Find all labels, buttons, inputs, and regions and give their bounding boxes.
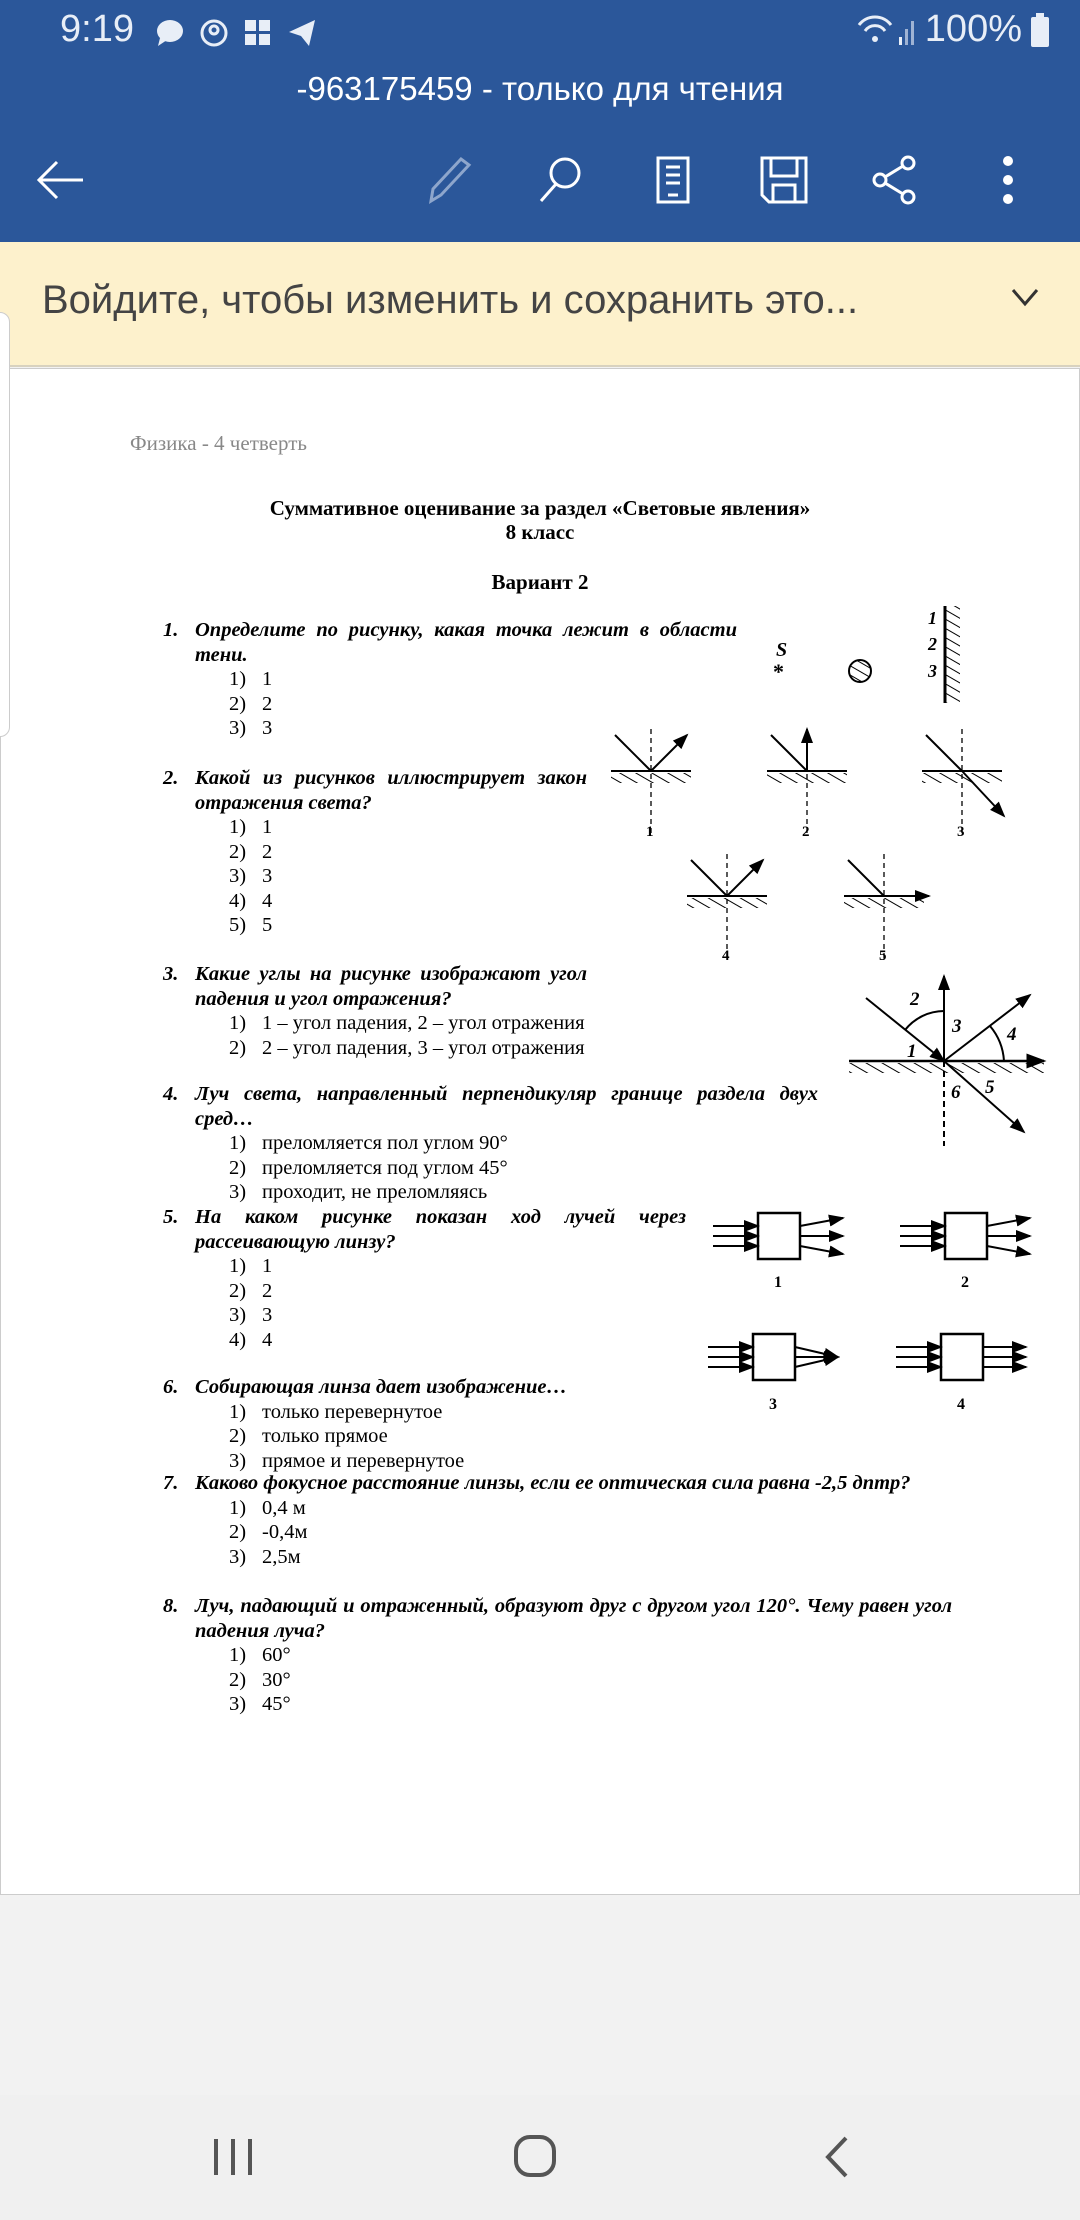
question-number: 2. xyxy=(163,767,179,789)
option-number: 2) xyxy=(229,1425,247,1447)
question-number: 1. xyxy=(163,619,179,641)
figure-lenses xyxy=(708,1213,1030,1413)
angle-1-label: 1 xyxy=(907,1041,917,1062)
option-number: 4) xyxy=(229,889,247,912)
question-number: 6. xyxy=(163,1376,179,1398)
option-text: 4 xyxy=(262,889,273,912)
doc-grade: 8 класс xyxy=(505,520,575,544)
option-text: 2 xyxy=(262,840,273,863)
option-text: 45° xyxy=(262,1693,291,1715)
option-number: 3) xyxy=(229,1545,247,1568)
option-text: 1 xyxy=(262,816,273,838)
option-number: 5) xyxy=(229,914,247,936)
option-text: 1 xyxy=(262,1255,273,1277)
option-text: 60° xyxy=(262,1644,291,1666)
recent-apps-button[interactable] xyxy=(210,2135,256,2184)
option-text: 2 xyxy=(262,692,273,715)
question-text: На каком рисунке показан ход лучей через рассеивающую линзу? xyxy=(195,1206,686,1253)
back-nav-button[interactable] xyxy=(822,2135,852,2184)
star-source: * xyxy=(773,659,784,684)
option-number: 3) xyxy=(229,1693,247,1715)
option-number: 1) xyxy=(229,668,247,690)
option-text: 3 xyxy=(262,865,273,887)
question-number: 4. xyxy=(163,1083,179,1105)
option-number: 1) xyxy=(229,1644,247,1666)
option-number: 3) xyxy=(229,1304,247,1326)
option-number: 1) xyxy=(229,1255,247,1277)
option-text: 4 xyxy=(262,1328,273,1351)
angle-2-label: 2 xyxy=(910,989,920,1010)
question-text: Определите по рисунку, какая точка лежит в области тени. xyxy=(195,619,737,666)
recent-apps-icon xyxy=(210,2135,256,2179)
reflection-diagram-5 xyxy=(844,854,929,964)
reflection-diagram-1 xyxy=(611,729,691,840)
lens-diagram-3 xyxy=(708,1334,838,1413)
option-number: 1) xyxy=(229,1012,247,1034)
question-text: Какие углы на рисунке изображают угол падения и угол отражения? xyxy=(195,963,587,1010)
question-text: Луч света, направленный перпендикуляр границе раздела двух сред… xyxy=(195,1083,818,1130)
page-header: Физика - 4 четверть xyxy=(130,431,307,455)
diagram-label: 4 xyxy=(722,948,730,964)
option-number: 2) xyxy=(229,1668,247,1691)
option-text: 30° xyxy=(262,1668,291,1691)
option-text: 2,5м xyxy=(262,1545,301,1568)
option-text: 5 xyxy=(262,914,273,936)
point-1-label: 1 xyxy=(928,608,937,628)
reflection-diagram-4 xyxy=(687,854,767,964)
doc-variant: Вариант 2 xyxy=(491,570,589,594)
figure-shadow xyxy=(773,606,960,703)
option-number: 2) xyxy=(229,1156,247,1179)
option-number: 3) xyxy=(229,865,247,887)
option-number: 2) xyxy=(229,1036,247,1059)
option-number: 1) xyxy=(229,1132,247,1154)
battery-percent: 100% xyxy=(924,8,1022,50)
option-number: 2) xyxy=(229,1279,247,1302)
question-number: 5. xyxy=(163,1206,179,1228)
option-text: преломляется под углом 45° xyxy=(262,1156,508,1179)
angle-5-label: 5 xyxy=(985,1077,995,1098)
source-label: S xyxy=(776,639,788,661)
lens-diagram-1 xyxy=(713,1213,843,1291)
option-number: 3) xyxy=(229,1449,247,1472)
reflection-diagram-2 xyxy=(767,729,847,840)
option-text: -0,4м xyxy=(262,1521,308,1543)
question-text: Луч, падающий и отраженный, образуют друг с другом угол 120°. Чему равен угол падения луча? xyxy=(195,1595,952,1642)
diagram-label: 2 xyxy=(802,824,810,840)
option-number: 1) xyxy=(229,1400,247,1423)
lens-label: 4 xyxy=(957,1396,965,1413)
screen-hatch xyxy=(946,606,960,703)
lens-label: 1 xyxy=(774,1274,782,1291)
option-text: прямое и перевернутое xyxy=(262,1449,465,1472)
lens-diagram-2 xyxy=(900,1213,1030,1291)
option-number: 2) xyxy=(229,1521,247,1543)
question-number: 7. xyxy=(163,1472,179,1494)
option-number: 3) xyxy=(229,717,247,739)
angle-4-label: 4 xyxy=(1007,1024,1017,1045)
option-text: 0,4 м xyxy=(262,1496,306,1519)
option-number: 4) xyxy=(229,1328,247,1351)
question-text: Какой из рисунков иллюстрирует закон отражения света? xyxy=(195,767,587,814)
obstacle xyxy=(849,660,871,682)
lens-label: 2 xyxy=(961,1274,969,1291)
option-number: 2) xyxy=(229,840,247,863)
option-text: 2 – угол падения, 3 – угол отражения xyxy=(262,1036,585,1059)
point-3-label: 3 xyxy=(928,661,937,681)
home-icon xyxy=(512,2133,558,2179)
option-text: 3 xyxy=(262,1304,273,1326)
lens-diagram-4 xyxy=(896,1334,1026,1413)
diagram-label: 1 xyxy=(646,824,654,840)
question-number: 8. xyxy=(163,1595,179,1617)
point-2-label: 2 xyxy=(928,634,937,654)
option-text: преломляется пол углом 90° xyxy=(262,1132,508,1154)
option-text: 1 – угол падения, 2 – угол отражения xyxy=(262,1012,585,1034)
option-text: проходит, не преломляясь xyxy=(262,1181,488,1203)
back-chevron-icon xyxy=(822,2135,852,2179)
figure-reflection xyxy=(611,729,1004,964)
option-number: 1) xyxy=(229,816,247,838)
question-number: 3. xyxy=(163,963,179,985)
option-text: 3 xyxy=(262,717,273,739)
option-number: 3) xyxy=(229,1181,247,1203)
option-text: только прямое xyxy=(262,1425,388,1447)
figure-angles xyxy=(846,973,1047,1146)
document-title: -963175459 - только для чтения xyxy=(296,70,784,107)
question-text: Каково фокусное расстояние линзы, если ее оптическая сила равна -2,5 дптр? xyxy=(195,1472,911,1494)
navigation-bar xyxy=(0,2095,1080,2220)
diagram-label: 3 xyxy=(957,824,965,840)
option-number: 1) xyxy=(229,1496,247,1519)
option-text: 2 xyxy=(262,1279,273,1302)
angle-3-label: 3 xyxy=(952,1016,962,1037)
question-text: Собирающая линза дает изображение… xyxy=(195,1376,568,1398)
doc-title: Суммативное оценивание за раздел «Световые явления» xyxy=(269,496,811,520)
diagram-label: 5 xyxy=(879,948,887,964)
status-time: 9:19 xyxy=(60,8,134,50)
option-text: только перевернутое xyxy=(262,1400,443,1423)
option-number: 2) xyxy=(229,692,247,715)
home-button[interactable] xyxy=(512,2133,558,2184)
option-text: 1 xyxy=(262,668,273,690)
angle-6-label: 6 xyxy=(951,1082,961,1103)
lens-label: 3 xyxy=(769,1396,777,1413)
banner-text: Войдите, чтобы изменить и сохранить это... xyxy=(42,278,859,322)
reflection-diagram-3 xyxy=(922,729,1004,840)
